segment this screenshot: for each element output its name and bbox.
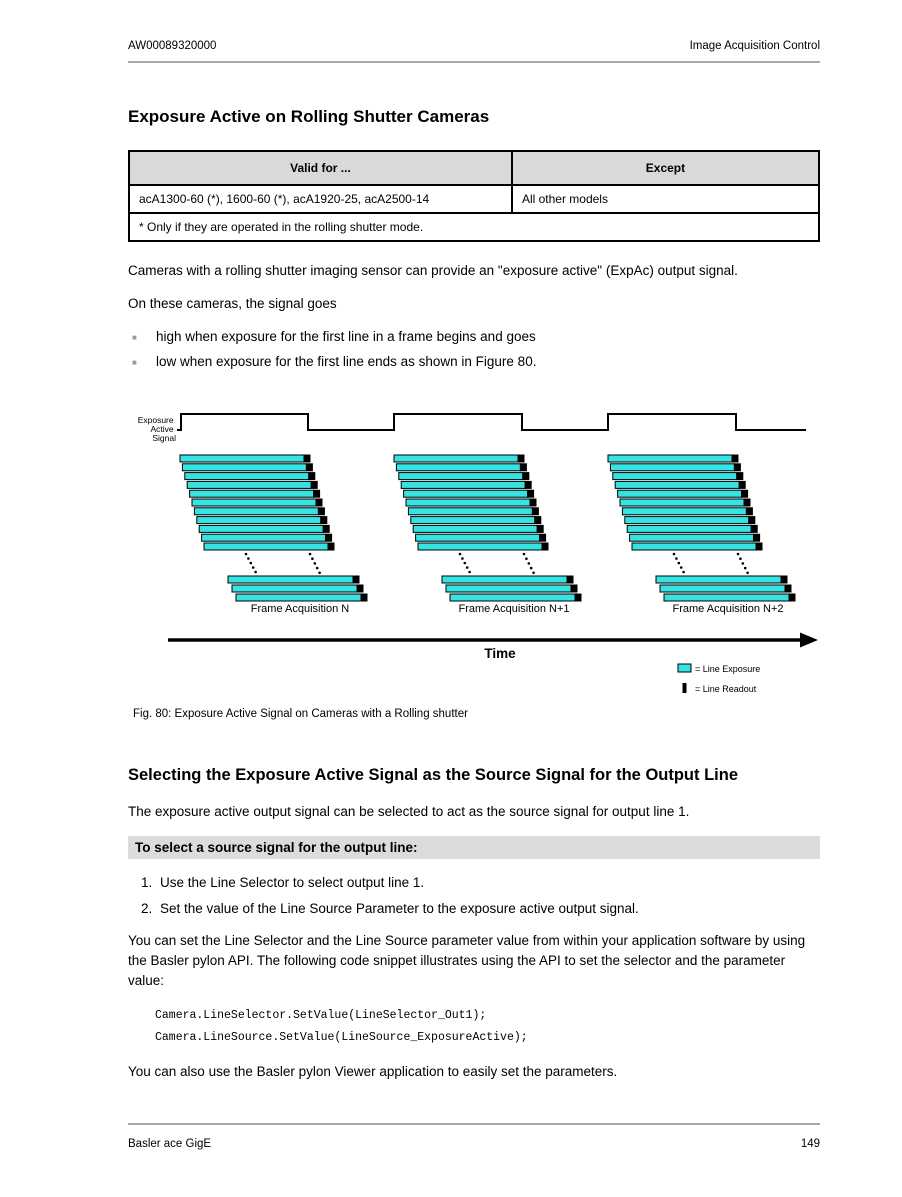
footer-rule <box>128 1123 820 1125</box>
line-readout-cap <box>749 517 755 524</box>
bullet-item: ■ low when exposure for the first line ends as shown in Figure 80. <box>128 352 820 372</box>
line-exposure-bar <box>442 576 567 583</box>
continuation-dot <box>316 567 319 570</box>
frame-acquisition-group <box>608 455 795 615</box>
continuation-dot <box>530 567 533 570</box>
page-footer <box>128 1123 820 1150</box>
line-exposure-bar <box>416 534 540 541</box>
continuation-dot <box>744 567 747 570</box>
footer-product: Basler ace GigE <box>128 1138 212 1150</box>
line-readout-cap <box>316 499 322 506</box>
continuation-dot <box>675 557 678 560</box>
line-exposure-bar <box>202 534 326 541</box>
line-readout-cap <box>314 490 320 497</box>
line-exposure-bar <box>194 508 318 515</box>
line-exposure-bar <box>180 455 304 462</box>
line-exposure-bar <box>228 576 353 583</box>
continuation-dot <box>314 562 317 565</box>
line-exposure-bar <box>408 508 532 515</box>
line-readout-cap <box>309 473 315 480</box>
continuation-dot <box>309 553 312 556</box>
line-readout-cap <box>361 594 367 601</box>
line-readout-cap <box>575 594 581 601</box>
line-readout-cap <box>318 508 324 515</box>
line-readout-cap <box>532 508 538 515</box>
line-exposure-bar <box>413 525 537 532</box>
page-number: 149 <box>800 1138 820 1150</box>
line-exposure-bar <box>656 576 781 583</box>
line-readout-cap <box>732 455 738 462</box>
continuation-dot <box>245 553 248 556</box>
bullet-list <box>128 327 820 372</box>
line-exposure-bar <box>199 525 323 532</box>
line-readout-cap <box>751 525 757 532</box>
line-exposure-bar <box>204 543 328 550</box>
line-readout-cap <box>304 455 310 462</box>
frame-label: Frame Acquisition N+2 <box>672 603 784 615</box>
line-exposure-bar <box>401 481 525 488</box>
continuation-dot <box>678 562 681 565</box>
line-exposure-bar <box>660 585 785 592</box>
valid-for-cell: acA1300-60 (*), 1600-60 (*), acA1920-25, acA2500-14 <box>129 185 512 213</box>
line-readout-cap <box>518 455 524 462</box>
line-exposure-bar <box>630 534 754 541</box>
frame-label: Frame Acquisition N+1 <box>458 603 570 615</box>
legend-line-exposure: = Line Exposure <box>695 664 761 674</box>
continuation-dot <box>466 566 469 569</box>
line-readout-cap <box>528 490 534 497</box>
continuation-dot <box>673 553 676 556</box>
footnote-cell: * Only if they are operated in the rolling shutter mode. <box>129 213 819 241</box>
frame-label: Frame Acquisition N <box>250 603 350 615</box>
continuation-dot <box>737 553 740 556</box>
continuation-dot <box>528 562 531 565</box>
line-readout-cap <box>571 585 577 592</box>
frame-acquisition-groups <box>180 455 795 615</box>
document-id: AW00089320000 <box>128 40 217 52</box>
table-footnote-row <box>129 213 819 241</box>
table-header-row <box>129 151 819 185</box>
signal-label: Exposure Active Signal <box>137 415 176 443</box>
line-exposure-bar <box>394 455 518 462</box>
table-row <box>129 185 819 213</box>
page-header <box>128 0 820 52</box>
line-exposure-bar <box>613 473 737 480</box>
line-exposure-swatch-icon <box>678 664 691 672</box>
continuation-dot <box>746 572 749 575</box>
continuation-dot <box>461 557 464 560</box>
validity-table <box>128 150 820 242</box>
line-readout-cap <box>357 585 363 592</box>
line-exposure-bar <box>396 464 520 471</box>
line-exposure-bar <box>618 490 742 497</box>
line-exposure-bar <box>446 585 571 592</box>
line-exposure-bar <box>399 473 523 480</box>
line-exposure-bar <box>622 508 746 515</box>
line-readout-cap <box>525 481 531 488</box>
line-readout-cap <box>306 464 312 471</box>
line-exposure-bar <box>192 499 316 506</box>
line-exposure-bar <box>450 594 575 601</box>
line-exposure-bar <box>664 594 789 601</box>
bullet-item: ■ high when exposure for the first line in a frame begins and goes <box>128 327 820 347</box>
line-exposure-bar <box>608 455 732 462</box>
line-readout-cap <box>756 543 762 550</box>
code-line: Camera.LineSource.SetValue(LineSource_ExposureActive); <box>155 1031 528 1044</box>
line-readout-cap <box>785 585 791 592</box>
line-exposure-bar <box>187 481 311 488</box>
line-readout-cap <box>542 543 548 550</box>
line-readout-cap <box>742 490 748 497</box>
line-exposure-bar <box>627 525 751 532</box>
step-list <box>128 873 820 919</box>
line-readout-cap <box>537 525 543 532</box>
line-exposure-bar <box>625 517 749 524</box>
frame-acquisition-group <box>394 455 581 615</box>
step-item: 1. Use the Line Selector to select output line 1. <box>156 873 820 893</box>
line-readout-cap <box>530 499 536 506</box>
header-rule <box>128 61 820 63</box>
continuation-dot <box>739 557 742 560</box>
line-exposure-bar <box>411 517 535 524</box>
continuation-dot <box>311 557 314 560</box>
line-readout-cap <box>326 534 332 541</box>
continuation-dot <box>532 572 535 575</box>
line-exposure-bar <box>615 481 739 488</box>
code-snippet <box>155 1005 820 1049</box>
step-item: 2. Set the value of the Line Source Parameter to the exposure active output signal. <box>156 899 820 919</box>
continuation-dot <box>742 562 745 565</box>
line-readout-swatch-icon <box>683 683 687 693</box>
paragraph: Cameras with a rolling shutter imaging sensor can provide an "exposure active" (ExpAc) output signal. <box>128 263 738 278</box>
line-readout-cap <box>754 534 760 541</box>
exposure-active-waveform <box>177 414 806 430</box>
rolling-shutter-diagram <box>128 397 820 699</box>
column-header-valid-for: Valid for ... <box>129 151 512 185</box>
paragraph: On these cameras, the signal goes <box>128 296 337 311</box>
line-exposure-bar <box>236 594 361 601</box>
time-label: Time <box>484 646 516 661</box>
figure-caption: Fig. 80: Exposure Active Signal on Cameras with a Rolling shutter <box>133 708 468 720</box>
section-title: Selecting the Exposure Active Signal as the Source Signal for the Output Line <box>128 766 739 784</box>
line-readout-cap <box>353 576 359 583</box>
except-cell: All other models <box>512 185 819 213</box>
line-exposure-bar <box>182 464 306 471</box>
continuation-dot <box>247 557 250 560</box>
paragraph: The exposure active output signal can be selected to act as the source signal for output line 1. <box>128 804 690 819</box>
procedure-heading: To select a source signal for the output line: <box>128 836 820 859</box>
continuation-dot <box>464 562 467 565</box>
line-exposure-bar <box>632 543 756 550</box>
continuation-dot <box>250 562 253 565</box>
continuation-dot <box>459 553 462 556</box>
line-readout-cap <box>737 473 743 480</box>
continuation-dot <box>523 553 526 556</box>
column-header-except: Except <box>512 151 819 185</box>
time-arrowhead-icon <box>800 633 818 648</box>
continuation-dot <box>682 571 685 574</box>
paragraph: You can also use the Basler pylon Viewer application to easily set the parameters. <box>128 1064 618 1079</box>
line-exposure-bar <box>406 499 530 506</box>
line-readout-cap <box>744 499 750 506</box>
chapter-title: Image Acquisition Control <box>689 40 820 52</box>
line-readout-cap <box>540 534 546 541</box>
line-exposure-bar <box>232 585 357 592</box>
line-readout-cap <box>734 464 740 471</box>
line-readout-cap <box>535 517 541 524</box>
legend-line-readout: = Line Readout <box>695 684 757 694</box>
continuation-dot <box>525 557 528 560</box>
line-readout-cap <box>321 517 327 524</box>
line-exposure-bar <box>418 543 542 550</box>
code-line: Camera.LineSelector.SetValue(LineSelector_Out1); <box>155 1009 487 1022</box>
continuation-dot <box>680 566 683 569</box>
line-exposure-bar <box>610 464 734 471</box>
line-readout-cap <box>789 594 795 601</box>
section-title: Exposure Active on Rolling Shutter Cameras <box>128 107 490 126</box>
line-readout-cap <box>328 543 334 550</box>
line-exposure-bar <box>404 490 528 497</box>
paragraph: You can set the Line Selector and the Line Source parameter value from within your application software by using the Basler pylon API. The following code snippet illustrates using the API to set the selector and the parameter value: <box>128 933 806 988</box>
line-exposure-bar <box>185 473 309 480</box>
line-readout-cap <box>520 464 526 471</box>
figure-80 <box>128 397 820 720</box>
line-readout-cap <box>739 481 745 488</box>
continuation-dot <box>254 571 257 574</box>
line-exposure-bar <box>197 517 321 524</box>
continuation-dot <box>252 566 255 569</box>
line-exposure-bar <box>620 499 744 506</box>
line-readout-cap <box>323 525 329 532</box>
line-exposure-bar <box>190 490 314 497</box>
continuation-dot <box>468 571 471 574</box>
line-readout-cap <box>567 576 573 583</box>
continuation-dot <box>318 572 321 575</box>
line-readout-cap <box>746 508 752 515</box>
line-readout-cap <box>311 481 317 488</box>
frame-acquisition-group <box>180 455 367 615</box>
line-readout-cap <box>523 473 529 480</box>
line-readout-cap <box>781 576 787 583</box>
